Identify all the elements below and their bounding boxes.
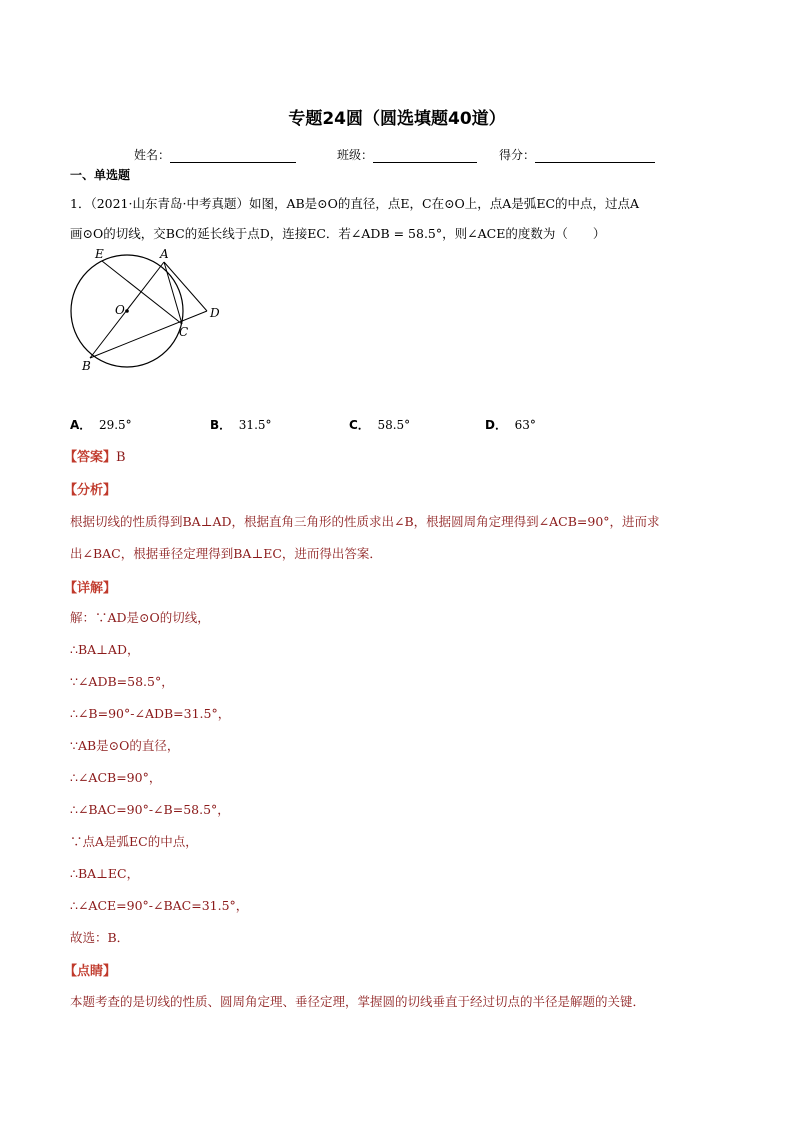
section-heading: 一、单选题 (70, 168, 131, 182)
class-blank[interactable] (373, 149, 477, 163)
analysis-line-1: 根据切线的性质得到BA⊥AD，根据直角三角形的性质求出∠B，根据圆周角定理得到∠ACB=90°，进而求 (70, 514, 660, 529)
option-b-letter: B． (210, 418, 232, 432)
name-field (134, 146, 296, 163)
label-e: E (95, 247, 104, 261)
class-label: 班级： (337, 148, 374, 162)
name-label: 姓名： (134, 148, 171, 162)
center-point (125, 309, 129, 313)
score-label: 得分： (499, 148, 536, 162)
question-line-1: 1．（2021·山东青岛·中考真题）如图，AB是⊙O的直径，点E，C在⊙O上，点A是弧EC的中点，过点A (70, 196, 640, 211)
answer-value: B (116, 450, 126, 465)
option-d[interactable] (485, 416, 536, 433)
detail-tag: 【详解】 (64, 581, 117, 596)
detail-step: ∴∠ACB=90°， (70, 770, 162, 785)
analysis-line-2: 出∠BAC，根据垂径定理得到BA⊥EC，进而得出答案． (70, 546, 382, 561)
option-a[interactable] (70, 416, 132, 433)
option-b[interactable] (210, 416, 272, 433)
option-d-value: 63° (514, 418, 536, 432)
name-blank[interactable] (170, 149, 296, 163)
detail-step: ∵∠ADB=58.5°， (70, 674, 174, 689)
label-c: C (179, 325, 189, 339)
option-c[interactable] (349, 416, 410, 433)
detail-step: 解：∵AD是⊙O的切线， (70, 610, 210, 625)
detail-step: ∴BA⊥EC， (70, 866, 140, 881)
analysis-tag: 【分析】 (64, 483, 117, 498)
answer-options (70, 416, 670, 434)
question-line-2: 画⊙O的切线，交BC的延长线于点D，连接EC．若∠ADB = 58.5°，则∠ACE的度数为（ ） (70, 226, 606, 241)
option-b-value: 31.5° (238, 418, 272, 432)
tangent-ad (164, 262, 207, 311)
class-field (337, 146, 477, 163)
detail-step: 故选：B． (70, 930, 130, 945)
answer-block (64, 446, 126, 465)
detail-step: ∵AB是⊙O的直径， (70, 738, 180, 753)
answer-tag: 【答案】 (64, 450, 117, 465)
comment-text: 本题考查的是切线的性质、圆周角定理、垂径定理，掌握圆的切线垂直于经过切点的半径是解题的关键． (70, 994, 646, 1009)
segment-ac (164, 262, 182, 324)
label-b: B (82, 359, 91, 373)
detail-step: ∴∠ACE=90°-∠BAC=31.5°， (70, 898, 249, 913)
score-blank[interactable] (535, 149, 655, 163)
option-d-letter: D． (485, 418, 507, 432)
label-o: O (115, 303, 125, 317)
option-c-letter: C． (349, 418, 370, 432)
option-c-value: 58.5° (377, 418, 411, 432)
comment-tag: 【点睛】 (64, 964, 117, 979)
geometry-figure (62, 246, 232, 376)
detail-step: ∵点A是弧EC的中点， (70, 834, 198, 849)
page-title: 专题24圆（圆选填题40道） (288, 109, 506, 129)
option-a-value: 29.5° (98, 418, 132, 432)
label-a: A (160, 247, 169, 261)
chord-ec (102, 261, 182, 324)
detail-step: ∴∠B=90°-∠ADB=31.5°， (70, 706, 231, 721)
score-field (499, 146, 655, 163)
label-d: D (210, 306, 220, 320)
detail-step: ∴BA⊥AD， (70, 642, 140, 657)
detail-step: ∴∠BAC=90°-∠B=58.5°， (70, 802, 230, 817)
option-a-letter: A． (70, 418, 92, 432)
